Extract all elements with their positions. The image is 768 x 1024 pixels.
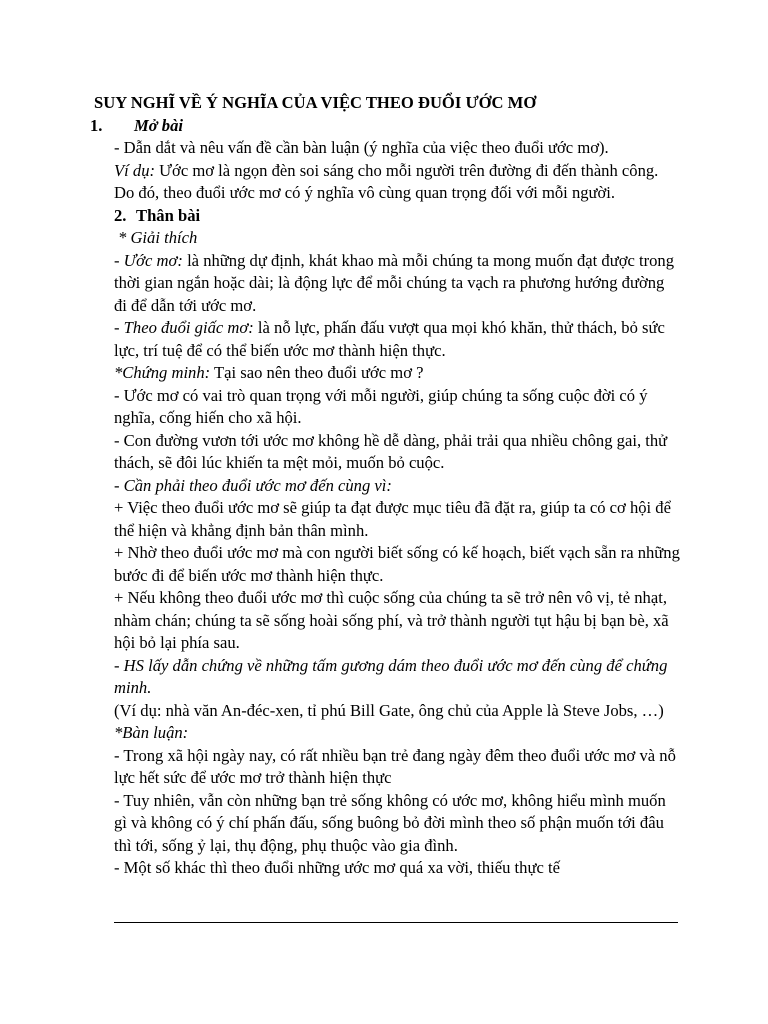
document-content bbox=[90, 92, 680, 880]
pursue-definition bbox=[114, 317, 680, 362]
why-heading: - Cần phải theo đuổi ước mơ đến cùng vì: bbox=[114, 475, 392, 495]
intro-line: - Dẫn dắt và nêu vấn đề cần bàn luận (ý nghĩa của việc theo đuổi ước mơ). bbox=[114, 138, 609, 157]
intro-example bbox=[114, 160, 680, 205]
section-label: Thân bài bbox=[136, 205, 201, 225]
prove-label: *Chứng minh: bbox=[114, 363, 211, 382]
dream-label: - Ước mơ: bbox=[114, 250, 183, 270]
example-label: Ví dụ: bbox=[114, 160, 156, 180]
section-number: 2. bbox=[114, 205, 127, 225]
why-point: + Việc theo đuổi ước mơ sẽ giúp ta đạt được mục tiêu đã đặt ra, giúp ta có cơ hội để thể hiện và khẳng định bản thân mình. bbox=[114, 498, 671, 540]
dream-text: là những dự định, khát khao mà mỗi chúng ta mong muốn đạt được trong thời gian ngắn hoặc dài; là động lực để mỗi chúng ta vạch ra phương hướng đường đi để dẫn tới ước mơ. bbox=[114, 250, 675, 315]
why-point: + Nhờ theo đuổi ước mơ mà con người biết sống có kế hoạch, biết vạch sẵn ra những bước đi để biến ước mơ thành hiện thực. bbox=[114, 543, 680, 585]
pursue-text: là nỗ lực, phấn đấu vượt qua mọi khó khăn, thử thách, bỏ sức lực, trí tuệ để có thể biến ước mơ thành hiện thực. bbox=[114, 318, 665, 360]
discuss-point: - Tuy nhiên, vẫn còn những bạn trẻ sống không có ước mơ, không hiểu mình muốn gì và không có ý chí phấn đấu, sống buông bỏ đời mình theo số phận muốn tới đâu thì tới, sống ỷ lại, thụ động, phụ thuộc vào gia đình. bbox=[114, 790, 666, 855]
why-point: + Nếu không theo đuổi ước mơ thì cuộc sống của chúng ta sẽ trở nên vô vị, tẻ nhạt, nhàm chán; chúng ta sẽ sống hoài sống phí, và trở thành người tụt hậu bị bạn bè, xã hội bỏ lại phía sau. bbox=[114, 588, 669, 652]
prove-point: - Ước mơ có vai trò quan trọng với mỗi người, giúp chúng ta sống cuộc đời có ý nghĩa, cống hiến cho xã hội. bbox=[114, 385, 648, 427]
section-label: Mở bài bbox=[134, 115, 184, 135]
document-title: SUY NGHĨ VỀ Ý NGHĨA CỦA VIỆC THEO ĐUỔI ƯỚC MƠ bbox=[94, 93, 537, 112]
section-heading-body bbox=[114, 205, 680, 228]
prove-heading bbox=[114, 362, 680, 385]
example-text: Ước mơ là ngọn đèn soi sáng cho mỗi người trên đường đi đến thành công. Do đó, theo đuổi ước mơ có ý nghĩa vô cùng quan trọng đối với mỗi người. bbox=[114, 160, 659, 202]
explain-heading: * Giải thích bbox=[118, 228, 198, 247]
discuss-heading: *Bàn luận: bbox=[114, 723, 189, 742]
prove-point: - Con đường vươn tới ước mơ không hề dễ dàng, phải trải qua nhiều chông gai, thử thách, sẽ đôi lúc khiến ta mệt mỏi, muốn bỏ cuộc. bbox=[114, 430, 668, 472]
dream-definition bbox=[114, 250, 680, 318]
section-heading-intro bbox=[90, 115, 680, 138]
evidence-instruction: - HS lấy dẫn chứng về những tấm gương dám theo đuổi ước mơ đến cùng để chứng minh. bbox=[114, 655, 668, 697]
bottom-rule bbox=[114, 922, 678, 923]
evidence-example: (Ví dụ: nhà văn An-đéc-xen, tỉ phú Bill Gate, ông chủ của Apple là Steve Jobs, …) bbox=[114, 700, 664, 720]
discuss-point: - Một số khác thì theo đuổi những ước mơ quá xa vời, thiếu thực tế bbox=[114, 858, 560, 877]
section-number: 1. bbox=[90, 115, 103, 135]
pursue-label: - Theo đuổi giấc mơ: bbox=[114, 318, 254, 337]
discuss-point: - Trong xã hội ngày nay, có rất nhiều bạn trẻ đang ngày đêm theo đuổi ước mơ và nỗ lực hết sức để ước mơ trở thành hiện thực bbox=[114, 745, 676, 787]
prove-text: Tại sao nên theo đuổi ước mơ ? bbox=[210, 363, 424, 382]
